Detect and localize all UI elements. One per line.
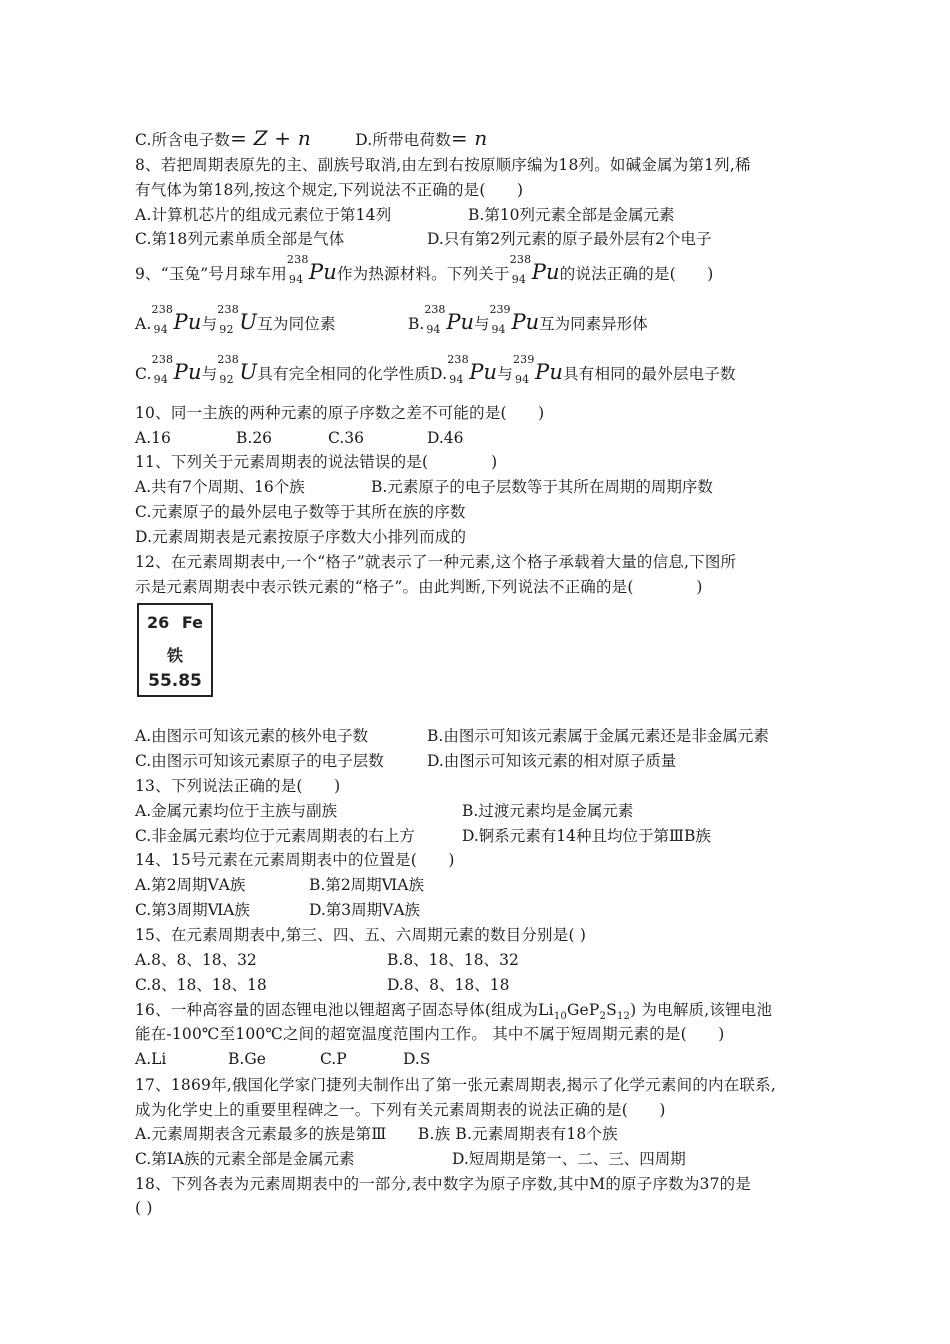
- q17-option-d: D.短周期是第一、二、三、四周期: [452, 1150, 686, 1168]
- q15-option-c: C.8、18、18、18: [135, 976, 267, 994]
- pu239-nuclide: 239 94 Pu: [489, 303, 540, 336]
- pu238-nuclide: 238 94 Pu: [447, 353, 498, 386]
- q15-option-b: B.8、18、18、32: [387, 951, 519, 969]
- q11-option-c: C.元素原子的最外层电子数等于其所在族的序数: [135, 503, 466, 521]
- q16-stem-part3: S: [606, 1001, 617, 1019]
- q16-stem-part2: GeP: [566, 1001, 600, 1019]
- q17-options-ab: A.元素周期表含元素最多的族是第Ⅲ B.族 B.元素周期表有18个族: [135, 1125, 618, 1143]
- q11-option-d: D.元素周期表是元素按原子序数大小排列而成的: [135, 528, 467, 546]
- q7-option-d-formula: = n: [450, 126, 488, 150]
- q15-option-d: D.8、8、18、18: [387, 976, 510, 994]
- q16-option-c: C.P: [320, 1050, 347, 1068]
- q13-option-c: C.非金属元素均位于元素周期表的右上方: [135, 827, 415, 845]
- q14-option-d: D.第3周期ⅤA族: [309, 901, 421, 919]
- q8-option-c: C.第18列元素单质全部是气体: [135, 230, 345, 248]
- q16-stem-part4: ) 为电解质,该锂电池: [630, 1001, 773, 1019]
- q8-option-d: D.只有第2列元素的原子最外层有2个电子: [427, 230, 712, 248]
- q9-stem-part3: 的说法正确的是( ): [559, 265, 714, 283]
- with-text: 与: [497, 365, 513, 383]
- q16-option-b: B.Ge: [228, 1050, 266, 1068]
- q11-option-a: A.共有7个周期、16个族: [135, 478, 305, 496]
- subscript: 10: [553, 1011, 567, 1023]
- q8-stem-line1: 8、若把周期表原先的主、副族号取消,由左到右按原顺序编为18列。如碱金属为第1列,稀: [135, 156, 751, 174]
- q10-option-d: D.46: [427, 429, 464, 447]
- q9-option-c-label: C.: [135, 365, 152, 383]
- q12-option-c: C.由图示可知该元素原子的电子层数: [135, 752, 384, 770]
- q13-stem: 13、下列说法正确的是( ): [135, 777, 341, 795]
- q9-stem-part1: 9、“玉兔”号月球车用: [135, 265, 287, 283]
- q12-option-d: D.由图示可知该元素的相对原子质量: [427, 752, 677, 770]
- iron-element-cell: [137, 603, 213, 697]
- pu238-nuclide: 238 94 Pu: [509, 253, 560, 286]
- q9-options-cd: [135, 353, 850, 386]
- q10-option-c: C.36: [328, 429, 364, 447]
- q9-option-c-text: 具有完全相同的化学性质: [257, 365, 431, 383]
- with-text: 与: [473, 315, 490, 333]
- q9-option-a-text: 互为同位素: [257, 315, 336, 333]
- q16-stem-line2: 能在-100℃至100℃之间的超宽温度范围内工作。 其中不属于短周期元素的是( ): [135, 1025, 725, 1043]
- q11-option-b: B.元素原子的电子层数等于其所在周期的周期序数: [371, 478, 713, 496]
- q7-option-d-text: D.所带电荷数: [355, 131, 451, 149]
- q9-stem: [135, 253, 850, 286]
- pu238-nuclide: 238 94 Pu: [424, 303, 474, 336]
- q16-stem-part1: 16、一种高容量的固态锂电池以锂超离子固态导体(组成为Li: [135, 1001, 554, 1019]
- q12-stem-line1: 12、在元素周期表中,一个“格子”就表示了一种元素,这个格子承载着大量的信息,下图所: [135, 553, 737, 571]
- q14-stem: 14、15号元素在元素周期表中的位置是( ): [135, 851, 455, 869]
- q13-option-a: A.金属元素均位于主族与副族: [135, 802, 338, 820]
- q9-option-a-label: A.: [135, 315, 152, 333]
- q13-option-b: B.过渡元素均是金属元素: [462, 802, 634, 820]
- q12-option-a: A.由图示可知该元素的核外电子数: [135, 727, 369, 745]
- q16-option-a: A.Li: [135, 1050, 167, 1068]
- q15-stem: 15、在元素周期表中,第三、四、五、六周期元素的数目分别是( ): [135, 926, 587, 944]
- pu238-nuclide: 238 94 Pu: [151, 303, 202, 336]
- element-symbol: Fe: [181, 613, 203, 632]
- q17-stem-line2: 成为化学史上的重要里程碑之一。下列有关元素周期表的说法正确的是( ): [135, 1101, 666, 1119]
- q7-options-cd: [135, 128, 850, 150]
- q9-option-b-label: B.: [408, 315, 425, 333]
- element-name: 铁: [166, 646, 183, 665]
- q9-option-b-text: 互为同素异形体: [539, 315, 648, 333]
- pu238-nuclide: 238 94 Pu: [151, 353, 202, 386]
- q16-option-d: D.S: [403, 1050, 431, 1068]
- q12-stem-line2: 示是元素周期表中表示铁元素的“格子”。由此判断,下列说法不正确的是( ): [135, 578, 703, 596]
- atomic-number: 26: [147, 613, 170, 632]
- q14-option-b: B.第2周期ⅥA族: [309, 876, 424, 894]
- q18-stem-line2: ( ): [135, 1199, 153, 1217]
- u238-nuclide: 238 92 U: [217, 353, 258, 386]
- q10-stem: 10、同一主族的两种元素的原子序数之差不可能的是( ): [135, 404, 545, 422]
- q10-option-b: B.26: [236, 429, 273, 447]
- q9-option-d-text: 具有相同的最外层电子数: [563, 365, 736, 383]
- q9-option-d-label: D.: [430, 365, 448, 383]
- q10-option-a: A.16: [135, 429, 171, 447]
- pu238-nuclide: 238 94 Pu: [286, 253, 337, 286]
- pu239-nuclide: 239 94 Pu: [512, 353, 564, 386]
- atomic-mass: 55.85: [148, 671, 202, 691]
- q8-option-a: A.计算机芯片的组成元素位于第14列: [135, 206, 392, 224]
- q18-stem-line1: 18、下列各表为元素周期表中的一部分,表中数字为原子序数,其中M的原子序数为37的是: [135, 1175, 752, 1193]
- q17-option-c: C.第ⅠA族的元素全部是金属元素: [135, 1150, 355, 1168]
- q8-stem-line2: 有气体为第18列,按这个规定,下列说法不正确的是( ): [135, 181, 524, 199]
- subscript: 2: [599, 1011, 607, 1023]
- q8-option-b: B.第10列元素全部是金属元素: [468, 206, 675, 224]
- q9-stem-part2: 作为热源材料。下列关于: [336, 265, 510, 283]
- q14-option-c: C.第3周期ⅥA族: [135, 901, 250, 919]
- q9-option-b: [408, 303, 648, 336]
- with-text: 与: [201, 365, 218, 383]
- q14-option-a: A.第2周期ⅤA族: [135, 876, 246, 894]
- subscript: 12: [616, 1011, 631, 1023]
- q12-option-b: B.由图示可知该元素属于金属元素还是非金属元素: [427, 727, 769, 745]
- q11-stem: 11、下列关于元素周期表的说法错误的是( ): [135, 453, 498, 471]
- u238-nuclide: 238 92 U: [217, 303, 258, 336]
- q7-option-c-formula: = Z + n: [230, 126, 311, 150]
- q15-option-a: A.8、8、18、32: [135, 951, 257, 969]
- q13-option-d: D.锕系元素有14种且均位于第ⅢB族: [462, 827, 711, 845]
- with-text: 与: [201, 315, 218, 333]
- q7-option-c-text: C.所含电子数: [135, 131, 231, 149]
- q17-stem-line1: 17、1869年,俄国化学家门捷列夫制作出了第一张元素周期表,揭示了化学元素间的内在联系,: [135, 1076, 776, 1094]
